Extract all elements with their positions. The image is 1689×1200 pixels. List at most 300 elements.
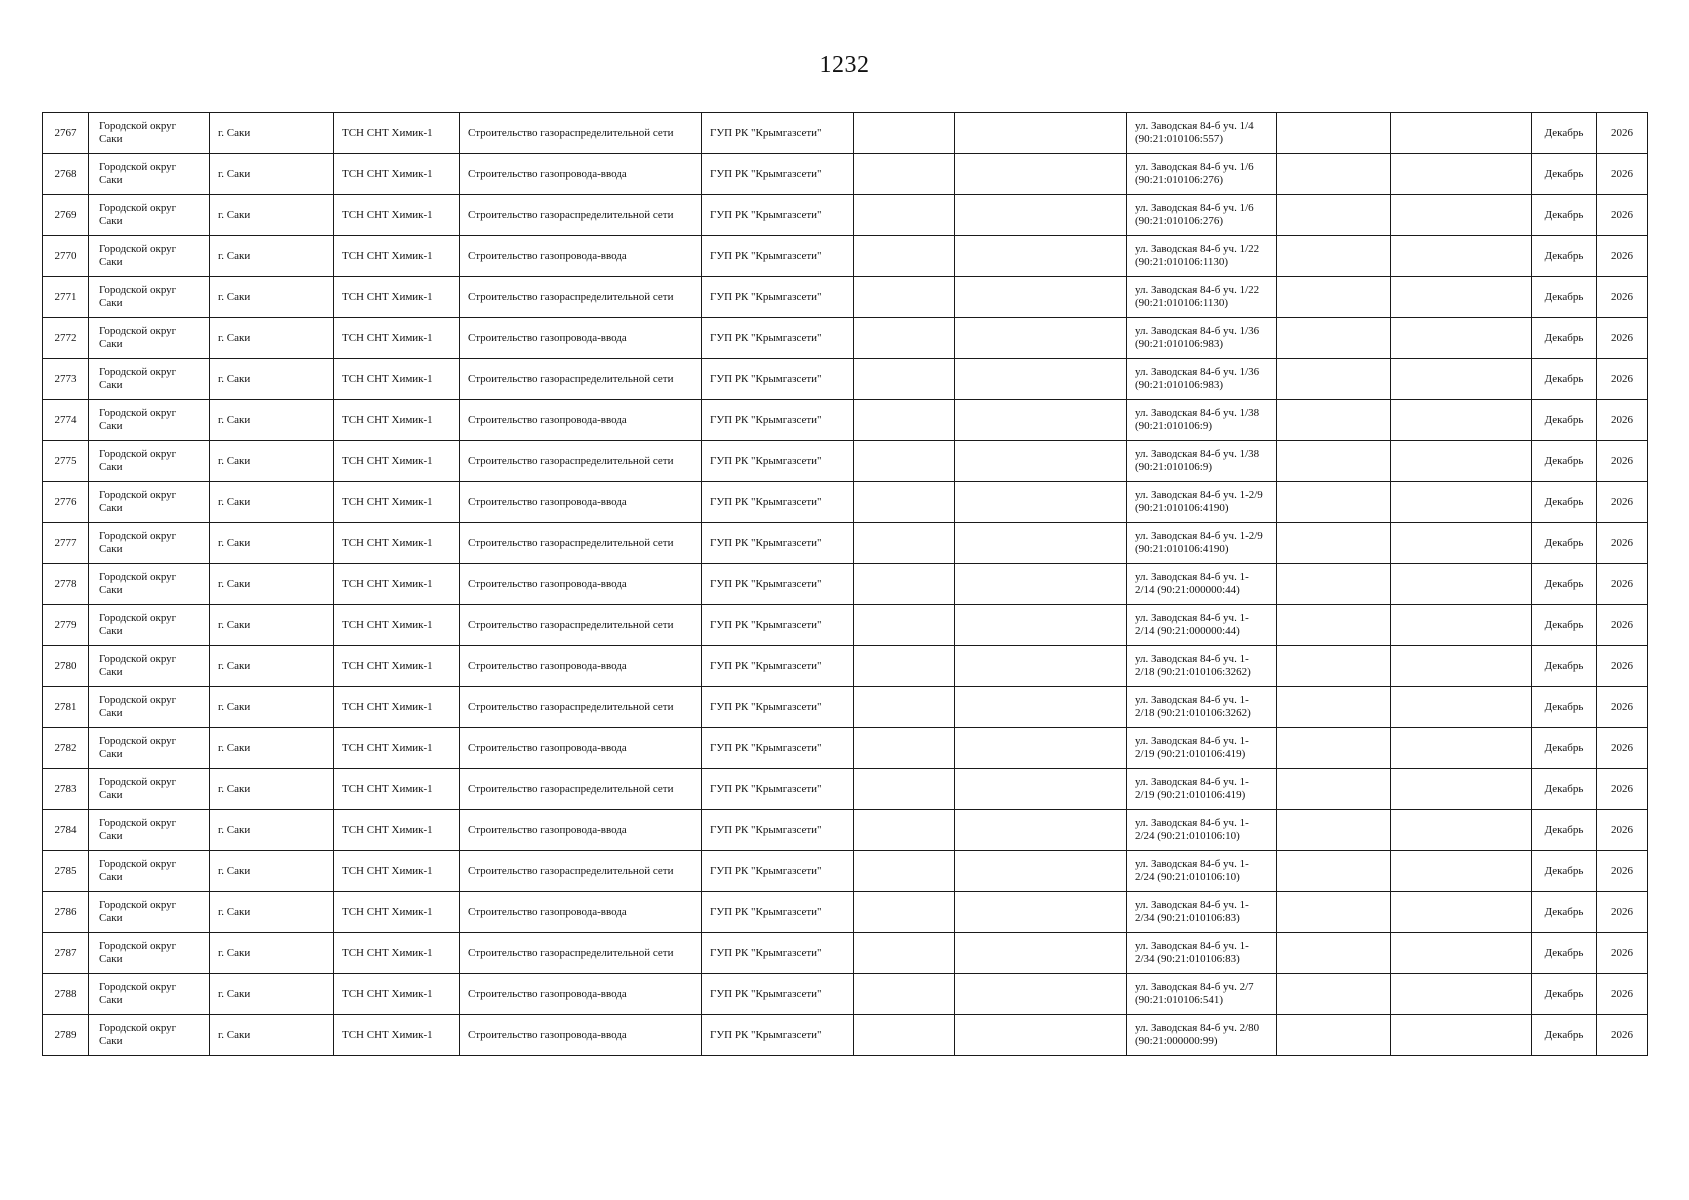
empty-cell — [955, 974, 1127, 1015]
work-type-cell: Строительство газораспределительной сети — [460, 769, 702, 810]
year-cell: 2026 — [1597, 236, 1648, 277]
empty-cell — [854, 400, 955, 441]
address-cell: ул. Заводская 84-б уч. 1/6 (90:21:010106:276) — [1127, 154, 1277, 195]
month-cell: Декабрь — [1532, 933, 1597, 974]
district-cell: Городской округ Саки — [89, 646, 210, 687]
table-row — [43, 236, 1648, 277]
year-cell: 2026 — [1597, 482, 1648, 523]
document-table — [42, 112, 1648, 1056]
organization-cell: ТСН СНТ Химик-1 — [334, 646, 460, 687]
empty-cell — [1277, 236, 1391, 277]
empty-cell — [1277, 605, 1391, 646]
empty-cell — [1391, 851, 1532, 892]
work-type-cell: Строительство газопровода-ввода — [460, 974, 702, 1015]
empty-cell — [1391, 605, 1532, 646]
address-cell: ул. Заводская 84-б уч. 2/80 (90:21:000000:99) — [1127, 1015, 1277, 1056]
district-cell: Городской округ Саки — [89, 1015, 210, 1056]
empty-cell — [854, 687, 955, 728]
year-cell: 2026 — [1597, 605, 1648, 646]
year-cell: 2026 — [1597, 1015, 1648, 1056]
work-type-cell: Строительство газопровода-ввода — [460, 1015, 702, 1056]
work-type-cell: Строительство газопровода-ввода — [460, 318, 702, 359]
row-number: 2789 — [43, 1015, 89, 1056]
row-number: 2785 — [43, 851, 89, 892]
table-row — [43, 523, 1648, 564]
work-type-cell: Строительство газораспределительной сети — [460, 687, 702, 728]
address-cell: ул. Заводская 84-б уч. 1-2/14 (90:21:000000:44) — [1127, 605, 1277, 646]
address-cell: ул. Заводская 84-б уч. 1-2/34 (90:21:010106:83) — [1127, 892, 1277, 933]
row-number: 2772 — [43, 318, 89, 359]
organization-cell: ТСН СНТ Химик-1 — [334, 933, 460, 974]
row-number: 2770 — [43, 236, 89, 277]
executor-cell: ГУП РК "Крымгазсети" — [702, 974, 854, 1015]
month-cell: Декабрь — [1532, 441, 1597, 482]
empty-cell — [854, 892, 955, 933]
empty-cell — [1391, 933, 1532, 974]
executor-cell: ГУП РК "Крымгазсети" — [702, 359, 854, 400]
district-cell: Городской округ Саки — [89, 236, 210, 277]
year-cell: 2026 — [1597, 277, 1648, 318]
row-number: 2781 — [43, 687, 89, 728]
empty-cell — [1391, 482, 1532, 523]
executor-cell: ГУП РК "Крымгазсети" — [702, 113, 854, 154]
empty-cell — [1391, 154, 1532, 195]
empty-cell — [1277, 728, 1391, 769]
table-row — [43, 810, 1648, 851]
executor-cell: ГУП РК "Крымгазсети" — [702, 646, 854, 687]
work-type-cell: Строительство газораспределительной сети — [460, 277, 702, 318]
empty-cell — [1391, 687, 1532, 728]
empty-cell — [955, 154, 1127, 195]
district-cell: Городской округ Саки — [89, 564, 210, 605]
city-cell: г. Саки — [210, 564, 334, 605]
empty-cell — [854, 810, 955, 851]
empty-cell — [955, 318, 1127, 359]
table-row — [43, 277, 1648, 318]
empty-cell — [1391, 236, 1532, 277]
table-row — [43, 892, 1648, 933]
year-cell: 2026 — [1597, 523, 1648, 564]
row-number: 2788 — [43, 974, 89, 1015]
empty-cell — [1391, 728, 1532, 769]
address-cell: ул. Заводская 84-б уч. 1-2/18 (90:21:010106:3262) — [1127, 646, 1277, 687]
address-cell: ул. Заводская 84-б уч. 1-2/34 (90:21:010106:83) — [1127, 933, 1277, 974]
executor-cell: ГУП РК "Крымгазсети" — [702, 1015, 854, 1056]
organization-cell: ТСН СНТ Химик-1 — [334, 400, 460, 441]
table-row — [43, 359, 1648, 400]
city-cell: г. Саки — [210, 646, 334, 687]
city-cell: г. Саки — [210, 933, 334, 974]
month-cell: Декабрь — [1532, 646, 1597, 687]
month-cell: Декабрь — [1532, 523, 1597, 564]
month-cell: Декабрь — [1532, 154, 1597, 195]
address-cell: ул. Заводская 84-б уч. 1-2/19 (90:21:010106:419) — [1127, 769, 1277, 810]
empty-cell — [955, 605, 1127, 646]
organization-cell: ТСН СНТ Химик-1 — [334, 687, 460, 728]
city-cell: г. Саки — [210, 195, 334, 236]
empty-cell — [1391, 892, 1532, 933]
address-cell: ул. Заводская 84-б уч. 1-2/24 (90:21:010106:10) — [1127, 810, 1277, 851]
empty-cell — [1277, 441, 1391, 482]
executor-cell: ГУП РК "Крымгазсети" — [702, 564, 854, 605]
organization-cell: ТСН СНТ Химик-1 — [334, 769, 460, 810]
executor-cell: ГУП РК "Крымгазсети" — [702, 728, 854, 769]
empty-cell — [955, 482, 1127, 523]
empty-cell — [955, 113, 1127, 154]
district-cell: Городской округ Саки — [89, 482, 210, 523]
organization-cell: ТСН СНТ Химик-1 — [334, 154, 460, 195]
empty-cell — [854, 728, 955, 769]
executor-cell: ГУП РК "Крымгазсети" — [702, 236, 854, 277]
city-cell: г. Саки — [210, 605, 334, 646]
row-number: 2782 — [43, 728, 89, 769]
organization-cell: ТСН СНТ Химик-1 — [334, 236, 460, 277]
district-cell: Городской округ Саки — [89, 523, 210, 564]
year-cell: 2026 — [1597, 113, 1648, 154]
executor-cell: ГУП РК "Крымгазсети" — [702, 605, 854, 646]
month-cell: Декабрь — [1532, 113, 1597, 154]
organization-cell: ТСН СНТ Химик-1 — [334, 1015, 460, 1056]
executor-cell: ГУП РК "Крымгазсети" — [702, 892, 854, 933]
work-type-cell: Строительство газопровода-ввода — [460, 810, 702, 851]
row-number: 2768 — [43, 154, 89, 195]
year-cell: 2026 — [1597, 359, 1648, 400]
address-cell: ул. Заводская 84-б уч. 1/38 (90:21:010106:9) — [1127, 400, 1277, 441]
work-type-cell: Строительство газопровода-ввода — [460, 564, 702, 605]
row-number: 2783 — [43, 769, 89, 810]
page-number: 1232 — [819, 52, 870, 78]
table-row — [43, 687, 1648, 728]
month-cell: Декабрь — [1532, 195, 1597, 236]
month-cell: Декабрь — [1532, 564, 1597, 605]
row-number: 2779 — [43, 605, 89, 646]
address-cell: ул. Заводская 84-б уч. 1/4 (90:21:010106:557) — [1127, 113, 1277, 154]
row-number: 2777 — [43, 523, 89, 564]
empty-cell — [955, 646, 1127, 687]
work-type-cell: Строительство газопровода-ввода — [460, 154, 702, 195]
empty-cell — [854, 154, 955, 195]
empty-cell — [1277, 154, 1391, 195]
month-cell: Декабрь — [1532, 851, 1597, 892]
district-cell: Городской округ Саки — [89, 113, 210, 154]
executor-cell: ГУП РК "Крымгазсети" — [702, 318, 854, 359]
organization-cell: ТСН СНТ Химик-1 — [334, 892, 460, 933]
city-cell: г. Саки — [210, 687, 334, 728]
empty-cell — [1391, 359, 1532, 400]
address-cell: ул. Заводская 84-б уч. 1-2/9 (90:21:010106:4190) — [1127, 482, 1277, 523]
work-type-cell: Строительство газопровода-ввода — [460, 646, 702, 687]
empty-cell — [1277, 769, 1391, 810]
table-row — [43, 400, 1648, 441]
executor-cell: ГУП РК "Крымгазсети" — [702, 687, 854, 728]
organization-cell: ТСН СНТ Химик-1 — [334, 974, 460, 1015]
empty-cell — [1277, 564, 1391, 605]
table-row — [43, 113, 1648, 154]
district-cell: Городской округ Саки — [89, 892, 210, 933]
city-cell: г. Саки — [210, 277, 334, 318]
empty-cell — [955, 728, 1127, 769]
empty-cell — [854, 277, 955, 318]
organization-cell: ТСН СНТ Химик-1 — [334, 441, 460, 482]
executor-cell: ГУП РК "Крымгазсети" — [702, 933, 854, 974]
year-cell: 2026 — [1597, 974, 1648, 1015]
empty-cell — [1391, 195, 1532, 236]
table-row — [43, 728, 1648, 769]
executor-cell: ГУП РК "Крымгазсети" — [702, 400, 854, 441]
empty-cell — [1391, 646, 1532, 687]
organization-cell: ТСН СНТ Химик-1 — [334, 113, 460, 154]
work-type-cell: Строительство газораспределительной сети — [460, 605, 702, 646]
address-cell: ул. Заводская 84-б уч. 1/22 (90:21:010106:1130) — [1127, 236, 1277, 277]
organization-cell: ТСН СНТ Химик-1 — [334, 318, 460, 359]
table-row — [43, 564, 1648, 605]
row-number: 2786 — [43, 892, 89, 933]
work-type-cell: Строительство газопровода-ввода — [460, 236, 702, 277]
city-cell: г. Саки — [210, 236, 334, 277]
month-cell: Декабрь — [1532, 236, 1597, 277]
empty-cell — [854, 523, 955, 564]
month-cell: Декабрь — [1532, 892, 1597, 933]
year-cell: 2026 — [1597, 892, 1648, 933]
year-cell: 2026 — [1597, 318, 1648, 359]
row-number: 2774 — [43, 400, 89, 441]
row-number: 2776 — [43, 482, 89, 523]
empty-cell — [955, 892, 1127, 933]
table-row — [43, 1015, 1648, 1056]
address-cell: ул. Заводская 84-б уч. 1/6 (90:21:010106:276) — [1127, 195, 1277, 236]
work-type-cell: Строительство газораспределительной сети — [460, 441, 702, 482]
organization-cell: ТСН СНТ Химик-1 — [334, 728, 460, 769]
empty-cell — [1391, 523, 1532, 564]
empty-cell — [955, 933, 1127, 974]
month-cell: Декабрь — [1532, 482, 1597, 523]
work-type-cell: Строительство газораспределительной сети — [460, 359, 702, 400]
work-type-cell: Строительство газопровода-ввода — [460, 400, 702, 441]
month-cell: Декабрь — [1532, 769, 1597, 810]
empty-cell — [854, 359, 955, 400]
empty-cell — [1277, 933, 1391, 974]
empty-cell — [955, 851, 1127, 892]
address-cell: ул. Заводская 84-б уч. 1-2/19 (90:21:010106:419) — [1127, 728, 1277, 769]
empty-cell — [1277, 810, 1391, 851]
empty-cell — [1277, 195, 1391, 236]
empty-cell — [955, 810, 1127, 851]
district-cell: Городской округ Саки — [89, 851, 210, 892]
table-row — [43, 441, 1648, 482]
year-cell: 2026 — [1597, 646, 1648, 687]
empty-cell — [955, 441, 1127, 482]
district-cell: Городской округ Саки — [89, 441, 210, 482]
city-cell: г. Саки — [210, 769, 334, 810]
empty-cell — [854, 318, 955, 359]
row-number: 2784 — [43, 810, 89, 851]
row-number: 2767 — [43, 113, 89, 154]
executor-cell: ГУП РК "Крымгазсети" — [702, 154, 854, 195]
work-type-cell: Строительство газораспределительной сети — [460, 113, 702, 154]
city-cell: г. Саки — [210, 810, 334, 851]
district-cell: Городской округ Саки — [89, 933, 210, 974]
empty-cell — [1277, 523, 1391, 564]
year-cell: 2026 — [1597, 851, 1648, 892]
empty-cell — [1277, 974, 1391, 1015]
district-cell: Городской округ Саки — [89, 605, 210, 646]
organization-cell: ТСН СНТ Химик-1 — [334, 482, 460, 523]
table-row — [43, 605, 1648, 646]
work-type-cell: Строительство газораспределительной сети — [460, 195, 702, 236]
year-cell: 2026 — [1597, 154, 1648, 195]
city-cell: г. Саки — [210, 892, 334, 933]
month-cell: Декабрь — [1532, 810, 1597, 851]
year-cell: 2026 — [1597, 933, 1648, 974]
address-cell: ул. Заводская 84-б уч. 1/36 (90:21:010106:983) — [1127, 318, 1277, 359]
work-type-cell: Строительство газопровода-ввода — [460, 728, 702, 769]
executor-cell: ГУП РК "Крымгазсети" — [702, 277, 854, 318]
city-cell: г. Саки — [210, 359, 334, 400]
empty-cell — [1277, 277, 1391, 318]
organization-cell: ТСН СНТ Химик-1 — [334, 605, 460, 646]
year-cell: 2026 — [1597, 441, 1648, 482]
table-body — [43, 113, 1648, 1056]
empty-cell — [1391, 810, 1532, 851]
empty-cell — [1391, 974, 1532, 1015]
work-type-cell: Строительство газопровода-ввода — [460, 482, 702, 523]
organization-cell: ТСН СНТ Химик-1 — [334, 523, 460, 564]
empty-cell — [854, 646, 955, 687]
organization-cell: ТСН СНТ Химик-1 — [334, 851, 460, 892]
empty-cell — [854, 851, 955, 892]
address-cell: ул. Заводская 84-б уч. 1-2/9 (90:21:010106:4190) — [1127, 523, 1277, 564]
empty-cell — [955, 400, 1127, 441]
empty-cell — [955, 277, 1127, 318]
table-row — [43, 933, 1648, 974]
table-row — [43, 482, 1648, 523]
empty-cell — [854, 441, 955, 482]
empty-cell — [955, 195, 1127, 236]
organization-cell: ТСН СНТ Химик-1 — [334, 277, 460, 318]
work-type-cell: Строительство газопровода-ввода — [460, 892, 702, 933]
work-type-cell: Строительство газораспределительной сети — [460, 523, 702, 564]
district-cell: Городской округ Саки — [89, 769, 210, 810]
district-cell: Городской округ Саки — [89, 318, 210, 359]
empty-cell — [1391, 1015, 1532, 1056]
empty-cell — [854, 933, 955, 974]
executor-cell: ГУП РК "Крымгазсети" — [702, 810, 854, 851]
city-cell: г. Саки — [210, 400, 334, 441]
empty-cell — [1277, 359, 1391, 400]
empty-cell — [854, 236, 955, 277]
executor-cell: ГУП РК "Крымгазсети" — [702, 482, 854, 523]
city-cell: г. Саки — [210, 1015, 334, 1056]
empty-cell — [955, 564, 1127, 605]
address-cell: ул. Заводская 84-б уч. 2/7 (90:21:010106:541) — [1127, 974, 1277, 1015]
address-cell: ул. Заводская 84-б уч. 1-2/18 (90:21:010106:3262) — [1127, 687, 1277, 728]
empty-cell — [955, 359, 1127, 400]
month-cell: Декабрь — [1532, 1015, 1597, 1056]
empty-cell — [1391, 400, 1532, 441]
organization-cell: ТСН СНТ Химик-1 — [334, 195, 460, 236]
empty-cell — [1277, 400, 1391, 441]
table-row — [43, 851, 1648, 892]
table-row — [43, 769, 1648, 810]
organization-cell: ТСН СНТ Химик-1 — [334, 359, 460, 400]
empty-cell — [1277, 851, 1391, 892]
city-cell: г. Саки — [210, 728, 334, 769]
executor-cell: ГУП РК "Крымгазсети" — [702, 195, 854, 236]
empty-cell — [854, 564, 955, 605]
month-cell: Декабрь — [1532, 728, 1597, 769]
month-cell: Декабрь — [1532, 277, 1597, 318]
empty-cell — [1277, 318, 1391, 359]
empty-cell — [854, 195, 955, 236]
district-cell: Городской округ Саки — [89, 687, 210, 728]
empty-cell — [1277, 1015, 1391, 1056]
city-cell: г. Саки — [210, 851, 334, 892]
empty-cell — [1391, 769, 1532, 810]
address-cell: ул. Заводская 84-б уч. 1-2/14 (90:21:000000:44) — [1127, 564, 1277, 605]
district-cell: Городской округ Саки — [89, 154, 210, 195]
empty-cell — [955, 523, 1127, 564]
empty-cell — [854, 769, 955, 810]
year-cell: 2026 — [1597, 728, 1648, 769]
empty-cell — [1391, 318, 1532, 359]
executor-cell: ГУП РК "Крымгазсети" — [702, 769, 854, 810]
organization-cell: ТСН СНТ Химик-1 — [334, 810, 460, 851]
table-row — [43, 974, 1648, 1015]
empty-cell — [854, 974, 955, 1015]
city-cell: г. Саки — [210, 974, 334, 1015]
row-number: 2771 — [43, 277, 89, 318]
table-row — [43, 154, 1648, 195]
month-cell: Декабрь — [1532, 318, 1597, 359]
month-cell: Декабрь — [1532, 605, 1597, 646]
empty-cell — [1391, 441, 1532, 482]
district-cell: Городской округ Саки — [89, 277, 210, 318]
work-type-cell: Строительство газораспределительной сети — [460, 851, 702, 892]
address-cell: ул. Заводская 84-б уч. 1/36 (90:21:010106:983) — [1127, 359, 1277, 400]
empty-cell — [1277, 113, 1391, 154]
table-row — [43, 318, 1648, 359]
empty-cell — [1277, 482, 1391, 523]
year-cell: 2026 — [1597, 564, 1648, 605]
empty-cell — [1391, 113, 1532, 154]
city-cell: г. Саки — [210, 154, 334, 195]
month-cell: Декабрь — [1532, 400, 1597, 441]
empty-cell — [1391, 277, 1532, 318]
row-number: 2778 — [43, 564, 89, 605]
empty-cell — [1277, 892, 1391, 933]
row-number: 2773 — [43, 359, 89, 400]
year-cell: 2026 — [1597, 810, 1648, 851]
empty-cell — [955, 687, 1127, 728]
city-cell: г. Саки — [210, 482, 334, 523]
month-cell: Декабрь — [1532, 974, 1597, 1015]
empty-cell — [955, 1015, 1127, 1056]
empty-cell — [955, 236, 1127, 277]
address-cell: ул. Заводская 84-б уч. 1/38 (90:21:010106:9) — [1127, 441, 1277, 482]
empty-cell — [854, 482, 955, 523]
district-cell: Городской округ Саки — [89, 359, 210, 400]
organization-cell: ТСН СНТ Химик-1 — [334, 564, 460, 605]
address-cell: ул. Заводская 84-б уч. 1/22 (90:21:010106:1130) — [1127, 277, 1277, 318]
work-type-cell: Строительство газораспределительной сети — [460, 933, 702, 974]
city-cell: г. Саки — [210, 113, 334, 154]
city-cell: г. Саки — [210, 523, 334, 564]
city-cell: г. Саки — [210, 441, 334, 482]
year-cell: 2026 — [1597, 400, 1648, 441]
row-number: 2769 — [43, 195, 89, 236]
district-cell: Городской округ Саки — [89, 810, 210, 851]
month-cell: Декабрь — [1532, 359, 1597, 400]
